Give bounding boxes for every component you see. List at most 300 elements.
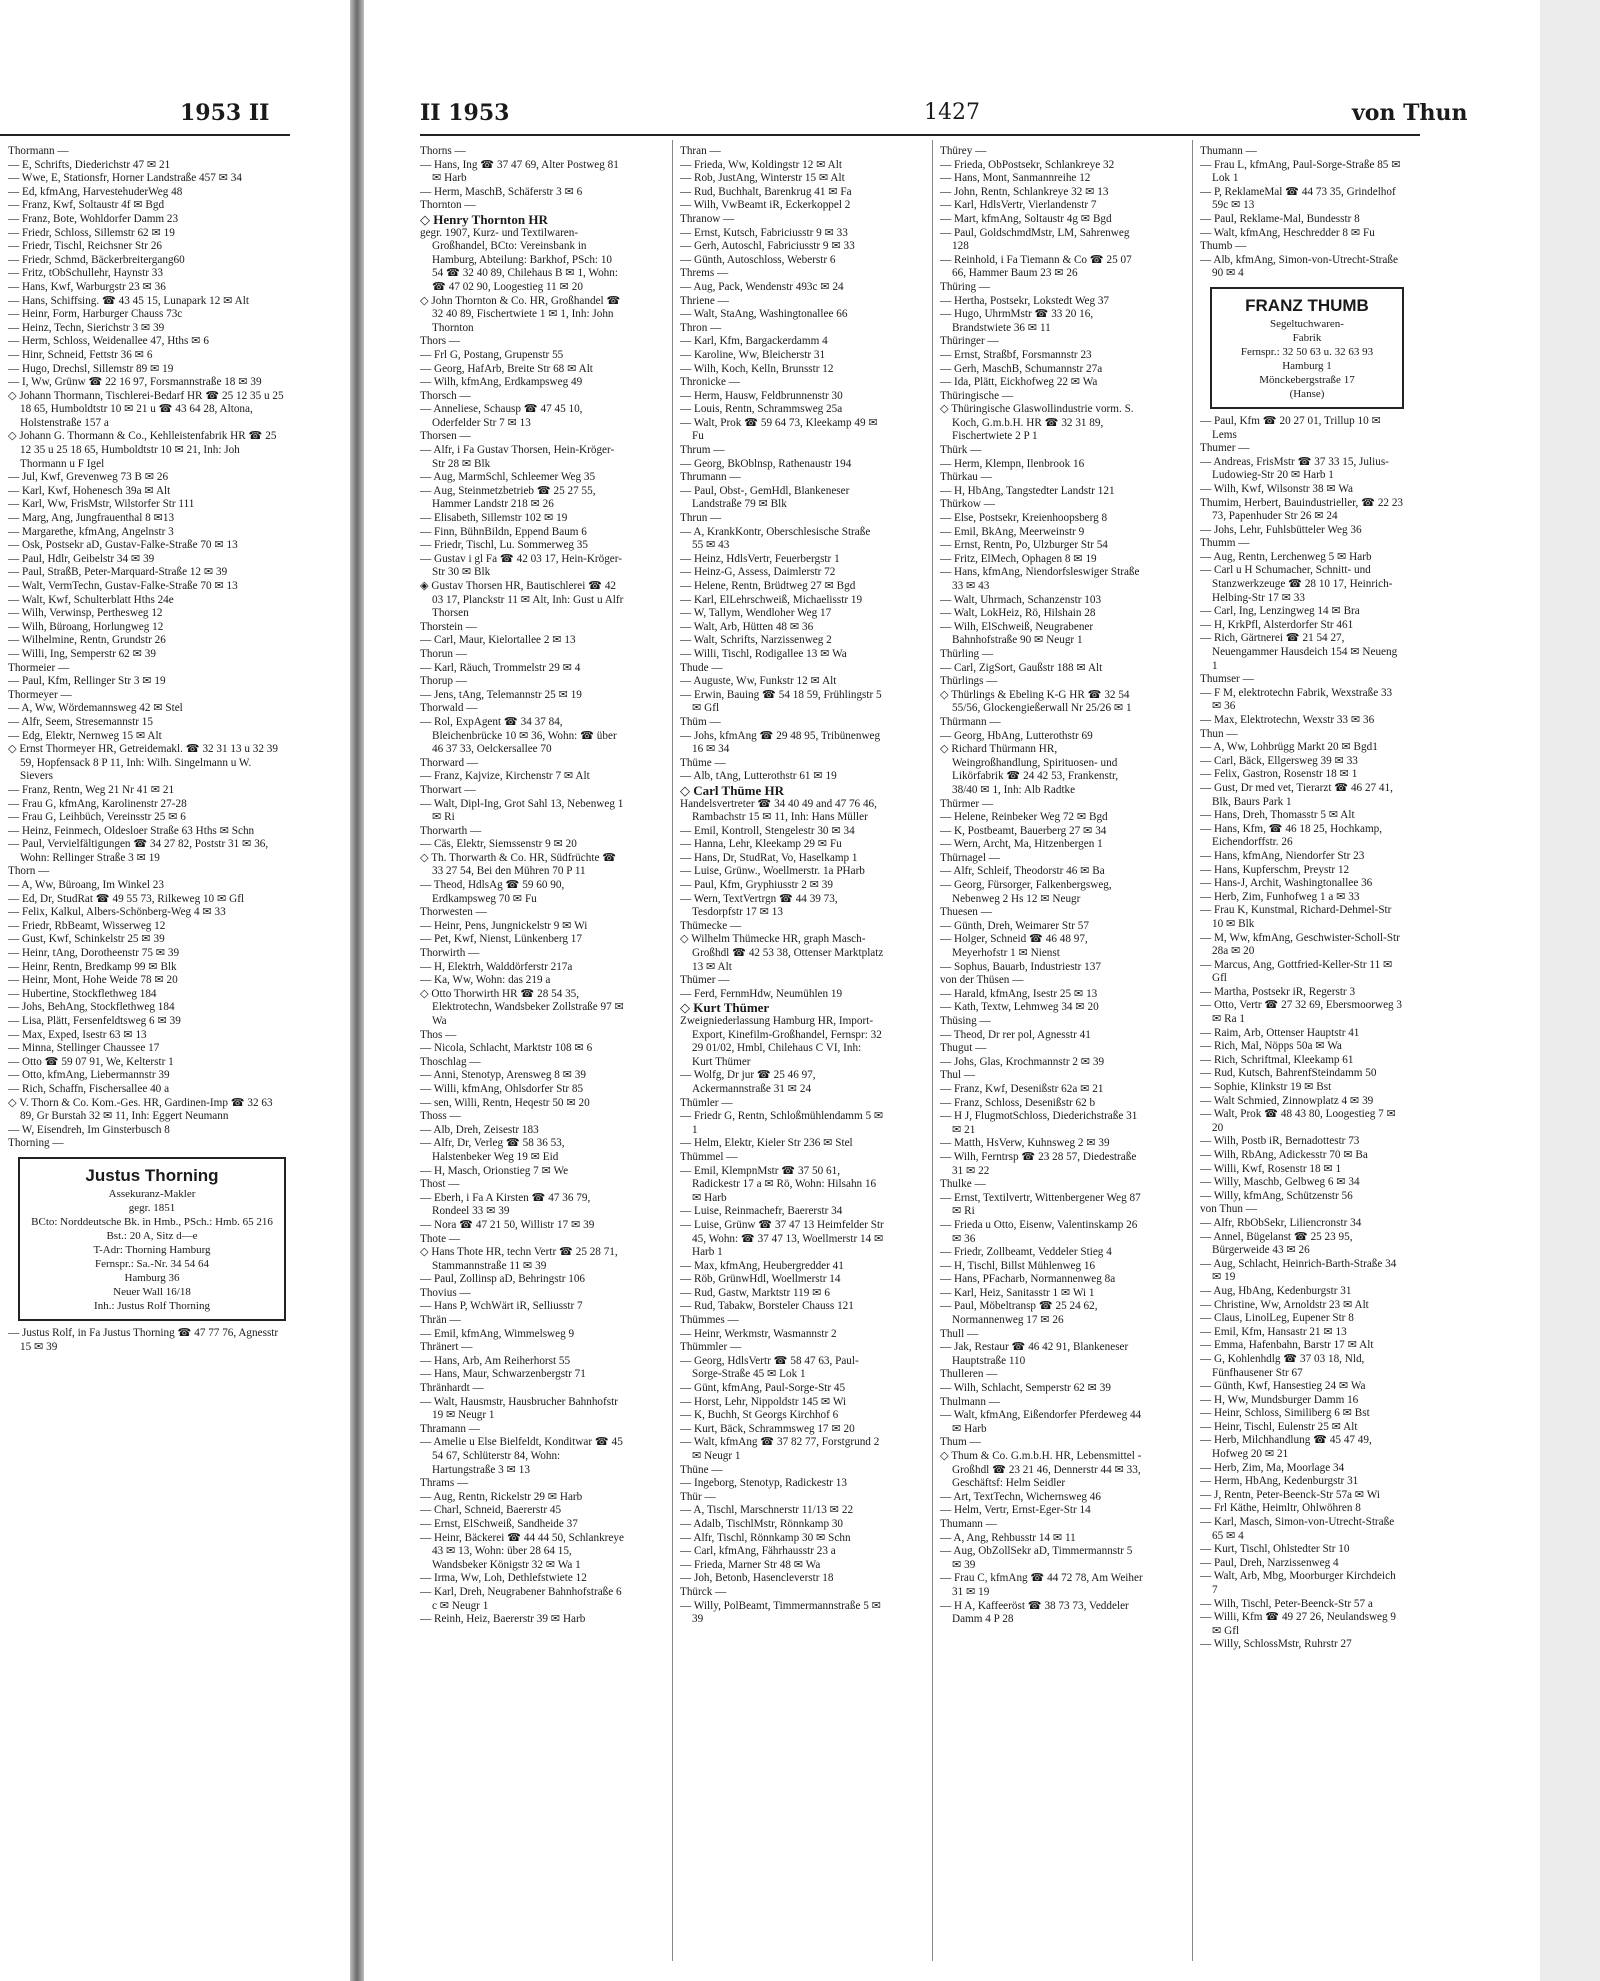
- directory-entry: — Paul, Möbeltransp ☎ 25 24 62, Normannenweg 17 ✉ 26: [940, 1300, 1098, 1327]
- directory-entry: — Max, kfmAng, Heubergredder 41: [680, 1259, 844, 1272]
- directory-entry: — M, Ww, kfmAng, Geschwister-Scholl-Str 28a ✉ 20: [1200, 931, 1400, 958]
- directory-entry: — Franz, Kajvize, Kirchenstr 7 ✉ Alt: [420, 770, 590, 783]
- directory-entry: — Wwe, E, Stationsfr, Horner Landstraße 457 ✉ 34: [8, 172, 242, 185]
- directory-entry: — Georg, BkOblnsp, Rathenaustr 194: [680, 457, 852, 470]
- directory-entry: — Willi, Kwf, Rosenstr 18 ✉ 1: [1200, 1162, 1342, 1175]
- directory-entry: Thorn —: [8, 865, 50, 878]
- directory-entry: — Hans-J, Archit, Washingtonallee 36: [1200, 877, 1373, 890]
- column-divider-2: [932, 140, 933, 1961]
- directory-entry: — Max, Elektrotechn, Wexstr 33 ✉ 36: [1200, 714, 1375, 726]
- directory-entry: — Willi, Ing, Semperstr 62 ✉ 39: [8, 647, 156, 660]
- directory-entry: — Gust, Dr med vet, Tierarzt ☎ 46 27 41, Blk, Baurs Park 1: [1200, 781, 1393, 808]
- directory-entry: — Aug, Steinmetzbetrieb ☎ 25 27 55, Hammer Landstr 218 ✉ 26: [420, 484, 596, 511]
- directory-entry: — Herm, Klempn, Ilenbrook 16: [940, 457, 1085, 470]
- directory-entry: — Osk, Postsekr aD, Gustav-Falke-Straße 70 ✉ 13: [8, 539, 238, 552]
- directory-entry: — Andreas, FrisMstr ☎ 37 33 15, Julius-Ludowieg-Str 20 ✉ Harb 1: [1200, 455, 1389, 482]
- directory-entry: — Harald, kfmAng, Isestr 25 ✉ 13: [940, 987, 1098, 1000]
- directory-entry: — Wilh, Ferntrsp ☎ 23 28 57, Diedestraße 31 ✉ 22: [940, 1150, 1137, 1177]
- directory-entry: — Joh, Betonb, Hasencleverstr 18: [680, 1572, 834, 1585]
- directory-entry: Thost —: [420, 1178, 460, 1191]
- directory-entry: — Jak, Restaur ☎ 46 42 91, Blankeneser Hauptstraße 110: [940, 1341, 1129, 1367]
- directory-entry: — Paul, Kfm ☎ 20 27 01, Trillup 10 ✉ Lems: [1200, 414, 1381, 441]
- column-1: [420, 145, 624, 1627]
- directory-entry: — Reinhold, i Fa Tiemann & Co ☎ 25 07 66, Hammer Baum 23 ✉ 26: [940, 253, 1132, 280]
- directory-entry: ◇ Carl Thüme HR: [680, 782, 785, 798]
- directory-entry: Thorwesten —: [420, 906, 487, 919]
- directory-entry: — Wilh, Verwinsp, Perthesweg 12: [8, 607, 163, 620]
- directory-entry: — Alfr, Tischl, Rönnkamp 30 ✉ Schn: [680, 1531, 851, 1544]
- directory-entry: — Rich, Mal, Nöpps 50a ✉ Wa: [1200, 1040, 1342, 1053]
- directory-entry: — Hanna, Lehr, Kleekamp 29 ✉ Fu: [680, 838, 842, 851]
- directory-entry: — Louis, Rentn, Schrammsweg 25a: [680, 403, 843, 416]
- directory-entry: — Heinr, Pens, Jungnickelstr 9 ✉ Wi: [420, 919, 588, 932]
- directory-entry: Thormann —: [8, 145, 69, 157]
- directory-entry: — Paul, Zollinsp aD, Behringstr 106: [420, 1273, 586, 1286]
- directory-entry: — Anni, Stenotyp, Arensweg 8 ✉ 39: [420, 1069, 586, 1082]
- directory-entry: Thüringer —: [940, 335, 999, 348]
- directory-entry: — Günth, Dreh, Weimarer Str 57: [940, 919, 1089, 932]
- directory-entry: — Walt, StaAng, Washingtonallee 66: [680, 308, 848, 321]
- directory-entry: Thürey —: [940, 145, 987, 157]
- directory-entry: — Herb, Zim, Ma, Moorlage 34: [1200, 1461, 1345, 1474]
- ad-line: T-Adr: Thorning Hamburg: [93, 1243, 211, 1256]
- directory-entry: — Walt, Prok ☎ 59 64 73, Kleekamp 49 ✉ Fu: [680, 416, 878, 443]
- directory-entry: — Art, TextTechn, Wichernsweg 46: [940, 1490, 1101, 1503]
- directory-entry: — Paul, Hdlr, Geibelstr 34 ✉ 39: [8, 552, 155, 565]
- directory-entry: — A, KrankKontr, Oberschlesische Straße 55 ✉ 43: [680, 525, 871, 552]
- directory-entry: — Irma, Ww, Loh, Dethlefstwiete 12: [420, 1572, 587, 1585]
- directory-entry: — Max, Exped, Isestr 63 ✉ 13: [8, 1028, 147, 1041]
- directory-entry: — Friedr G, Rentn, Schloßmühlendamm 5 ✉ 1: [680, 1110, 884, 1136]
- directory-entry: ◇ Wilhelm Thümecke HR, graph Masch-Großhdl ☎ 42 53 38, Ottenser Marktplatz 13 ✉ Alt: [680, 933, 884, 973]
- ad-line: (Hanse): [1289, 387, 1325, 400]
- directory-entry: Thranow —: [680, 212, 735, 225]
- directory-entry: — Luise, Grünw., Woellmerstr. 1a PHarb: [680, 865, 865, 878]
- directory-entry: Thüme —: [680, 756, 726, 769]
- directory-entry: Thrum —: [680, 444, 725, 457]
- directory-entry: — Hans, Kupferschm, Preystr 12: [1200, 863, 1350, 876]
- directory-entry: Thulleren —: [940, 1368, 998, 1381]
- directory-entry: — Heinr, Rentn, Bredkamp 99 ✉ Blk: [8, 960, 177, 973]
- directory-entry: — Franz, Schloss, Desenißstr 62 b: [940, 1096, 1096, 1109]
- directory-entry: — Frau G, kfmAng, Karolinenstr 27-28: [8, 797, 187, 810]
- directory-entry: — Frau K, Kunstmal, Richard-Dehmel-Str 10 ✉ Blk: [1200, 904, 1392, 930]
- ad-line: Hamburg 1: [1282, 359, 1332, 372]
- directory-entry: Thulke —: [940, 1178, 986, 1191]
- directory-entry: ◈ Gustav Thorsen HR, Bautischlerei ☎ 42 03 17, Planckstr 11 ✉ Alt, Inh: Gust u Alfr Thorsen: [420, 580, 624, 620]
- directory-entry: ◇ Henry Thornton HR: [420, 211, 548, 227]
- directory-entry: — Aug, MarmSchl, Schleemer Weg 35: [420, 471, 596, 484]
- directory-entry: — Wilh, Koch, Kelln, Brunsstr 12: [680, 362, 834, 375]
- directory-entry: — Hans, Kfm, ☎ 46 18 25, Hochkamp, Eichendorffstr. 26: [1200, 822, 1383, 849]
- directory-entry: — Emma, Hafenbahn, Barstr 17 ✉ Alt: [1200, 1339, 1374, 1352]
- directory-entry: — H J, FlugmotSchloss, Diederichstraße 31 ✉ 21: [940, 1110, 1138, 1136]
- directory-entry: — Paul, Vervielfältigungen ☎ 34 27 82, Poststr 31 ✉ 36, Wohn: Rellinger Straße 3 ✉ 19: [8, 838, 269, 864]
- directory-entry: — Carl, kfmAng, Fährhausstr 23 a: [680, 1545, 836, 1558]
- directory-entry: Thürk —: [940, 444, 982, 457]
- directory-entry: Thümmes —: [680, 1314, 739, 1327]
- directory-entry: — H, Elektrh, Walddörferstr 217a: [420, 960, 573, 973]
- directory-entry: — Willy, SchlossMstr, Ruhrstr 27: [1200, 1638, 1352, 1651]
- directory-entry: — Wilh, ElSchweiß, Neugrabener Bahnhofstraße 90 ✉ Neugr 1: [940, 620, 1094, 647]
- directory-entry: — Heinr, Form, Harburger Chauss 73c: [8, 308, 183, 321]
- ad-line: gegr. 1851: [128, 1201, 176, 1214]
- directory-entry: ◇ Kurt Thümer: [680, 1000, 770, 1016]
- directory-entry: ◇ Richard Thürmann HR, Weingroßhandlung, Spirituosen- und Likörfabrik ☎ 24 42 53, Frankenstr, 38/40 ✉ 1, Inh: Alb Radtke: [940, 743, 1119, 796]
- directory-entry: Thumim, Herbert, Bauindustrieller, ☎ 22 23 73, Papenhuder Str 26 ✉ 24: [1200, 496, 1404, 523]
- directory-entry: — I, Ww, Grünw ☎ 22 16 97, Forsmannstraße 18 ✉ 39: [8, 376, 262, 389]
- directory-entry: — Hans, Arb, Am Reiherhorst 55: [420, 1354, 571, 1367]
- advertisement-box: [18, 1157, 286, 1321]
- directory-entry: Thüring —: [940, 280, 991, 293]
- directory-entry: — Amelie u Else Bielfeldt, Konditwar ☎ 45 54 67, Schlüterstr 84, Wohn: Hartungstraße 3 ✉ 13: [420, 1436, 623, 1476]
- directory-entry: — Paul, Dreh, Narzissenweg 4: [1200, 1556, 1339, 1569]
- directory-entry: — Hans, Dreh, Thomasstr 5 ✉ Alt: [1200, 809, 1355, 822]
- directory-entry: — Johs, kfmAng ☎ 29 48 95, Tribünenweg 16 ✉ 34: [680, 729, 881, 756]
- directory-entry: — Karl, Kwf, Hohenesch 39a ✉ Alt: [8, 484, 171, 497]
- directory-entry: — Helm, Vertr, Ernst-Eger-Str 14: [940, 1504, 1091, 1517]
- directory-entry: — Ed, kfmAng, HarvestehuderWeg 48: [8, 185, 183, 198]
- page-edge: [1540, 0, 1600, 1981]
- ad-line: Segeltuchwaren-: [1270, 317, 1344, 330]
- directory-entry: — Wilh, RbAng, Adickesstr 70 ✉ Ba: [1200, 1149, 1368, 1161]
- directory-entry: Thorward —: [420, 756, 479, 769]
- directory-entry: Thron —: [680, 321, 722, 334]
- directory-entry: Thränhardt —: [420, 1382, 484, 1395]
- directory-entry: Thümmel —: [680, 1150, 738, 1163]
- directory-entry: Thrän —: [420, 1314, 461, 1327]
- directory-entry: — Herm, Schloss, Weidenallee 47, Hths ✉ 6: [8, 335, 209, 348]
- directory-entry: — Alfr, Dr, Verleg ☎ 58 36 53, Halstenbeker Weg 19 ✉ Eid: [420, 1137, 565, 1163]
- directory-entry: — Hans, Maur, Schwarzenbergstr 71: [420, 1368, 586, 1381]
- directory-entry: — Heinr, tAng, Dorotheenstr 75 ✉ 39: [8, 947, 180, 960]
- directory-entry: Thormeyer —: [8, 688, 72, 701]
- directory-entry: — Hubertine, Stockflethweg 184: [8, 987, 157, 1000]
- directory-entry: — E, Schrifts, Diederichstr 47 ✉ 21: [8, 158, 171, 171]
- ad-title: FRANZ THUMB: [1245, 295, 1369, 315]
- directory-entry: — Wilh, Kwf, Wilsonstr 38 ✉ Wa: [1200, 482, 1354, 495]
- ad-title: Justus Thorning: [85, 1165, 219, 1185]
- ad-line: Inh.: Justus Rolf Thorning: [94, 1299, 210, 1312]
- directory-entry: Thorns —: [420, 145, 466, 157]
- directory-entry: — H, Tischl, Billst Mühlenweg 16: [940, 1259, 1096, 1272]
- directory-entry: ◇ Thürlings & Ebeling K-G HR ☎ 32 54 55/56, Glockengießerwall Nr 25/26 ✉ 1: [940, 688, 1132, 715]
- directory-entry: Thote —: [420, 1232, 461, 1245]
- directory-entry: — Friedr, Tischl, Lu. Sommerweg 35: [420, 539, 588, 552]
- ad-line: Bst.: 20 A, Sitz d—e: [106, 1229, 198, 1242]
- directory-entry: — Heinr, Schloss, Similiberg 6 ✉ Bst: [1200, 1407, 1370, 1420]
- directory-entry: Thorwart —: [420, 783, 476, 796]
- directory-entry: — Herm, HbAng, Kedenburgstr 31: [1200, 1475, 1359, 1488]
- directory-entry: — Kurt, Bäck, Schrammsweg 17 ✉ 20: [680, 1422, 855, 1435]
- directory-entry: — Willy, Maschb, Gelbweg 6 ✉ 34: [1200, 1176, 1360, 1189]
- directory-entry: — Ka, Ww, Wohn: das 219 a: [420, 974, 551, 987]
- directory-entry: — Wilh, kfmAng, Erdkampsweg 49: [420, 376, 583, 389]
- directory-entry: — Alb, kfmAng, Simon-von-Utrecht-Straße 90 ✉ 4: [1200, 253, 1398, 280]
- directory-entry: Thumer —: [1200, 442, 1250, 455]
- directory-entry: — J, Rentn, Peter-Beenck-Str 57a ✉ Wi: [1200, 1488, 1380, 1501]
- directory-entry: — Kurt, Tischl, Ohlstedter Str 10: [1200, 1543, 1350, 1556]
- directory-entry: Thum —: [940, 1436, 981, 1449]
- directory-entry: Thürck —: [680, 1585, 727, 1598]
- directory-entry: Thümecke —: [680, 919, 742, 932]
- ad-line: Fernspr.: Sa.-Nr. 34 54 64: [95, 1257, 209, 1270]
- directory-entry: — Heinz, HdlsVertr, Feuerbergstr 1: [680, 552, 840, 565]
- directory-entry: — Ernst, Textilvertr, Wittenbergener Weg 87 ✉ Ri: [940, 1191, 1141, 1218]
- directory-entry: — Alb, tAng, Lutterothstr 61 ✉ 19: [680, 770, 837, 783]
- directory-entry: ◇ John Thornton & Co. HR, Großhandel ☎ 32 40 89, Fischertwiete 1 ✉ 1, Inh: John Thornton: [420, 294, 621, 334]
- directory-entry: ◇ Hans Thote HR, techn Vertr ☎ 25 28 71, Stammannstraße 11 ✉ 39: [420, 1246, 618, 1272]
- directory-entry: — W, Tallym, Wendloher Weg 17: [680, 607, 832, 620]
- directory-entry: — Auguste, Ww, Funkstr 12 ✉ Alt: [680, 675, 837, 688]
- directory-entry: — Karl, HdlsVertr, Vierlandenstr 7: [940, 199, 1097, 212]
- directory-entry: — Günth, Kwf, Hansestieg 24 ✉ Wa: [1200, 1380, 1366, 1393]
- directory-entry: — Friedr, Zollbeamt, Veddeler Stieg 4: [940, 1246, 1112, 1259]
- directory-entry: — Wilh, Postb iR, Bernadottestr 73: [1200, 1135, 1360, 1148]
- directory-entry: — Georg, Fürsorger, Falkenbergsweg, Nebenweg 2 Hs 12 ✉ Neugr: [940, 879, 1112, 905]
- directory-entry: — G, Kohlenhdlg ☎ 37 03 18, Nld, Fünfhausener Str 67: [1200, 1352, 1365, 1379]
- directory-entry: — Frieda, Marner Str 48 ✉ Wa: [680, 1558, 821, 1571]
- directory-entry: — Karl, Dreh, Neugrabener Bahnhofstraße 6 c ✉ Neugr 1: [420, 1585, 622, 1612]
- ad-line: Mönckebergstraße 17: [1259, 373, 1355, 386]
- directory-entry: — A, Ang, Rehbusstr 14 ✉ 11: [940, 1531, 1076, 1544]
- directory-entry: — Charl, Schneid, Baererstr 45: [420, 1504, 562, 1517]
- directory-entry: — Hans, kfmAng, Niendorfer Str 23: [1200, 849, 1365, 862]
- directory-entry: Thorsch —: [420, 389, 471, 402]
- directory-entry: Thrams —: [420, 1477, 469, 1490]
- directory-entry: — Ernst, Kutsch, Fabriciusstr 9 ✉ 33: [680, 226, 848, 239]
- ad-line: Fabrik: [1292, 331, 1322, 344]
- column-divider-3: [1192, 140, 1193, 1961]
- directory-entry: — K, Postbeamt, Bauerberg 27 ✉ 34: [940, 824, 1107, 837]
- directory-entry: — Frieda, Ww, Koldingstr 12 ✉ Alt: [680, 158, 842, 171]
- directory-entry: — Edg, Elektr, Nernweg 15 ✉ Alt: [8, 729, 162, 742]
- directory-entry: von Thun —: [1200, 1203, 1257, 1216]
- directory-entry: — Karoline, Ww, Bleicherstr 31: [680, 348, 826, 361]
- directory-entry: — Marcus, Ang, Gottfried-Keller-Str 11 ✉ Gfl: [1200, 958, 1393, 985]
- directory-entry: — Minna, Stellinger Chaussee 17: [8, 1042, 160, 1055]
- directory-entry: — Rud, Gastw, Marktstr 119 ✉ 6: [680, 1286, 830, 1299]
- directory-entry: — Frieda u Otto, Eisenw, Valentinskamp 26 ✉ 36: [940, 1218, 1138, 1245]
- directory-entry: — Herm, Hausw, Feldbrunnenstr 30: [680, 389, 843, 402]
- directory-entry: — Aug, Schlacht, Heinrich-Barth-Straße 34 ✉ 19: [1200, 1257, 1397, 1284]
- directory-entry: — Heinz-G, Assess, Daimlerstr 72: [680, 566, 836, 579]
- directory-entry: ◇ Thüringische Glaswollindustrie vorm. S. Koch, G.m.b.H. HR ☎ 32 31 89, Fischertwiete 2 P 1: [940, 403, 1134, 443]
- directory-entry: — Walt, kfmAng, Eißendorfer Pferdeweg 44 ✉ Harb: [940, 1409, 1142, 1435]
- directory-entry: — Georg, HafArb, Breite Str 68 ✉ Alt: [420, 362, 593, 375]
- directory-entry: — Heinr, Werkmstr, Wasmannstr 2: [680, 1327, 837, 1340]
- directory-entry: — Ed, Dr, StudRat ☎ 49 55 73, Rilkeweg 10 ✉ Gfl: [8, 892, 245, 905]
- directory-entry: — Willi, Tischl, Rodigallee 13 ✉ Wa: [680, 647, 847, 660]
- directory-entry: — Frl G, Postang, Grupenstr 55: [420, 348, 564, 361]
- directory-entry: — Rol, ExpAgent ☎ 34 37 84, Bleichenbrücke 10 ✉ 36, Wohn: ☎ über 46 37 33, Oelckersallee 70: [420, 715, 617, 756]
- directory-entry: — Herb, Milchhandlung ☎ 45 47 49, Hofweg 20 ✉ 21: [1200, 1434, 1372, 1461]
- directory-entry: — Gustav i gl Fa ☎ 42 03 17, Hein-Kröger-Str 30 ✉ Blk: [420, 552, 623, 579]
- directory-entry: Thors —: [420, 335, 461, 348]
- directory-entry: — Emil, kfmAng, Wimmelsweg 9: [420, 1327, 575, 1340]
- directory-entry: Thürling —: [940, 647, 994, 660]
- directory-entry: Thränert —: [420, 1341, 473, 1354]
- directory-entry: — Aug, HbAng, Kedenburgstr 31: [1200, 1284, 1352, 1297]
- main-page: [364, 0, 1540, 1981]
- directory-entry: Thürlings —: [940, 675, 998, 688]
- ad-line: Hamburg 36: [124, 1271, 180, 1284]
- column-3: [940, 145, 1144, 1627]
- directory-entry: — Martha, Postsekr iR, Regerstr 3: [1200, 985, 1356, 998]
- directory-entry: Zweigniederlassung Hamburg HR, Import-Export, Kinefilm-Großhandel, Fernspr: 32 29 01/02, Hmbl, Chilehaus C VI, Inh: Kurt Thümer: [680, 1015, 882, 1068]
- directory-entry: — W, Eisendreh, Im Ginsterbusch 8: [8, 1123, 170, 1136]
- directory-entry: — Horst, Lehr, Nippoldstr 145 ✉ Wi: [680, 1395, 847, 1408]
- directory-entry: — Aug, Rentn, Rickelstr 29 ✉ Harb: [420, 1490, 583, 1503]
- directory-entry: ◇ Otto Thorwirth HR ☎ 28 54 35, Elektrotechn, Wandsbeker Zollstraße 97 ✉ Wa: [420, 987, 624, 1027]
- directory-entry: — Otto, kfmAng, Liebermannstr 39: [8, 1069, 170, 1082]
- directory-entry: — Wilh, Schlacht, Semperstr 62 ✉ 39: [940, 1382, 1111, 1395]
- directory-entry: — Luise, Grünw ☎ 37 47 13 Heimfelder Str 45, Wohn: ☎ 37 47 13, Woellmerstr 14 ✉ Harb 1: [680, 1218, 884, 1259]
- directory-entry: — Franz, Kwf, Soltaustr 4f ✉ Bgd: [8, 199, 165, 212]
- directory-entry: — Ernst, Rentn, Po, Ulzburger Str 54: [940, 539, 1108, 552]
- directory-entry: — H, KrkPfl, Alsterdorfer Str 461: [1200, 618, 1354, 631]
- directory-entry: — Luise, Reinmachefr, Baererstr 34: [680, 1205, 843, 1218]
- directory-entry: — Nora ☎ 47 21 50, Willistr 17 ✉ 39: [420, 1218, 595, 1231]
- directory-entry: — Fritz, ElMech, Ophagen 8 ✉ 19: [940, 552, 1097, 565]
- directory-entry: — Nicola, Schlacht, Marktstr 108 ✉ 6: [420, 1042, 593, 1055]
- directory-entry: — Rud, Buchhalt, Barenkrug 41 ✉ Fa: [680, 185, 852, 198]
- directory-entry: — Heinr, Tischl, Eulenstr 25 ✉ Alt: [1200, 1420, 1358, 1433]
- directory-entry: Thran —: [680, 145, 721, 157]
- directory-entry: — K, Buchh, St Georgs Kirchhof 6: [680, 1409, 839, 1422]
- directory-entry: — Annel, Bügelanst ☎ 25 23 95, Bürgerweide 43 ✉ 26: [1200, 1230, 1353, 1257]
- main-header-rule: [420, 134, 1420, 136]
- directory-entry: — Georg, HdlsVertr ☎ 58 47 63, Paul-Sorge-Straße 45 ✉ Lok 1: [680, 1354, 859, 1381]
- directory-entry: — Rud, Kutsch, BahrenfSteindamm 50: [1200, 1067, 1377, 1080]
- directory-entry: Thumm —: [1200, 537, 1250, 550]
- directory-entry: — Wilhelmine, Rentn, Grundstr 26: [8, 634, 166, 647]
- directory-entry: — Georg, HbAng, Lutterothstr 69: [940, 729, 1093, 742]
- directory-entry: — Hugo, UhrmMstr ☎ 33 20 16, Brandstwiete 36 ✉ 11: [940, 308, 1094, 334]
- ad-line: Fernspr.: 32 50 63 u. 32 63 93: [1240, 345, 1374, 358]
- directory-entry: Thürmann —: [940, 715, 1001, 728]
- directory-entry: — Helm, Elektr, Kieler Str 236 ✉ Stel: [680, 1137, 853, 1150]
- directory-entry: — Emil, Kontroll, Stengelestr 30 ✉ 34: [680, 824, 855, 837]
- directory-entry: — A, Ww, Büroang, Im Winkel 23: [8, 879, 164, 892]
- directory-entry: ◇ Johann Thormann, Tischlerei-Bedarf HR ☎ 25 12 35 u 25 18 65, Humboldtstr 10 ✉ 21 u ☎ 43 64 28, Altona, Holstenstraße 157 a: [8, 389, 284, 429]
- directory-entry: — Christine, Ww, Arnoldstr 23 ✉ Alt: [1200, 1298, 1369, 1311]
- directory-entry: Thormeier —: [8, 661, 70, 674]
- directory-entry: — Frau G, Leihbüch, Vereinsstr 25 ✉ 6: [8, 811, 186, 824]
- directory-entry: — Hans, Schiffsing. ☎ 43 45 15, Lunapark 12 ✉ Alt: [8, 294, 249, 307]
- directory-entry: Thorwarth —: [420, 824, 482, 837]
- directory-entry: Thürmer —: [940, 797, 994, 810]
- directory-entry: — Günt, kfmAng, Paul-Sorge-Str 45: [680, 1382, 846, 1395]
- directory-entry: — Frau L, kfmAng, Paul-Sorge-Straße 85 ✉ Lok 1: [1200, 158, 1401, 185]
- directory-entry: — Alfr, i Fa Gustav Thorsen, Hein-Kröger-Str 28 ✉ Blk: [420, 444, 615, 470]
- directory-entry: — Helene, Rentn, Brüdtweg 27 ✉ Bgd: [680, 580, 856, 592]
- directory-entry: — Walt, Hausmstr, Hausbrucher Bahnhofstr 19 ✉ Neugr 1: [420, 1395, 618, 1422]
- directory-entry: Thornton —: [420, 199, 476, 212]
- directory-entry: Thumann —: [940, 1517, 997, 1530]
- directory-entry: — H, Masch, Orionstieg 7 ✉ We: [420, 1164, 569, 1177]
- directory-entry: — Jul, Kwf, Grevenweg 73 B ✉ 26: [8, 471, 169, 484]
- directory-entry: Thorup —: [420, 675, 467, 688]
- directory-entry: — Hans, Mont, Sanmannreihe 12: [940, 172, 1091, 185]
- directory-entry: Thugut —: [940, 1042, 987, 1055]
- directory-entry: — Pet, Kwf, Nienst, Lünkenberg 17: [420, 933, 582, 946]
- directory-entry: — Paul, Kfm, Rellinger Str 3 ✉ 19: [8, 675, 166, 688]
- directory-entry: — Theod, Dr rer pol, Agnesstr 41: [940, 1028, 1091, 1041]
- directory-entry: — Friedr, Schmd, Bäckerbreitergang60: [8, 253, 185, 266]
- directory-entry: — Ingeborg, Stenotyp, Radickestr 13: [680, 1477, 847, 1490]
- left-page: [0, 0, 350, 1981]
- directory-entry: — Alfr, Schleif, Theodorstr 46 ✉ Ba: [940, 865, 1105, 878]
- directory-entry: — Elisabeth, Sillemstr 102 ✉ 19: [420, 512, 568, 525]
- directory-entry: — Walt, Uhrmach, Schanzenstr 103: [940, 593, 1102, 606]
- directory-entry: — Walt, kfmAng ☎ 37 82 77, Forstgrund 2 ✉ Neugr 1: [680, 1436, 880, 1462]
- directory-entry: — Walt, Schrifts, Narzissenweg 2: [680, 634, 832, 647]
- directory-entry: — Mart, kfmAng, Soltaustr 4g ✉ Bgd: [940, 212, 1112, 225]
- directory-entry: Thorstein —: [420, 620, 477, 633]
- directory-entry: — Aug, Rentn, Lerchenweg 5 ✉ Harb: [1200, 550, 1372, 563]
- directory-entry: — Carl u H Schumacher, Schnitt- und Stanzwerkzeuge ☎ 28 10 17, Heinrich-Helbing-Str 17 ✉ 33: [1200, 564, 1393, 604]
- directory-entry: Threms —: [680, 267, 729, 280]
- directory-entry: Thrumann —: [680, 471, 741, 484]
- directory-entry: Thüsing —: [940, 1015, 991, 1027]
- directory-entry: — Willy, PolBeamt, Timmermannstraße 5 ✉ 39: [680, 1599, 881, 1626]
- directory-entry: — Wolfg, Dr jur ☎ 25 46 97, Ackermannstraße 31 ✉ 24: [680, 1069, 816, 1095]
- directory-entry: ◇ Ernst Thormeyer HR, Getreidemakl. ☎ 32 31 13 u 32 39 59, Hopfensack 8 P 11, Inh: Wilh. Singelmann u W. Sievers: [8, 743, 278, 783]
- directory-entry: — Paul, Reklame-Mal, Bundesstr 8: [1200, 212, 1360, 225]
- directory-entry: ◇ V. Thorn & Co. Kom.-Ges. HR, Gardinen-Imp ☎ 32 63 89, Gr Burstah 32 ✉ 11, Inh: Eggert Neumann: [8, 1096, 273, 1123]
- directory-entry: Thul —: [940, 1069, 976, 1082]
- directory-entry: — Rud, Tabakw, Borsteler Chauss 121: [680, 1300, 854, 1313]
- directory-entry: — Rich, Gärtnerei ☎ 21 54 27, Neuengammer Hausdeich 154 ✉ Neueng 1: [1200, 632, 1398, 672]
- directory-entry: — Cäs, Elektr, Siemssenstr 9 ✉ 20: [420, 838, 577, 851]
- directory-entry: — Gerh, Autoschl, Fabriciusstr 9 ✉ 33: [680, 240, 855, 253]
- directory-entry: — Heinr, Mont, Hohe Weide 78 ✉ 20: [8, 974, 178, 987]
- directory-entry: — Walt, LokHeiz, Rö, Hilshain 28: [940, 607, 1096, 620]
- directory-entry: — Willy, kfmAng, Schützenstr 56: [1200, 1189, 1353, 1202]
- directory-entry: — Jens, tAng, Telemannstr 25 ✉ 19: [420, 688, 582, 701]
- directory-entry: — Fritz, tObSchullehr, Haynstr 33: [8, 267, 163, 280]
- directory-entry: — Hugo, Drechsl, Sillemstr 89 ✉ 19: [8, 362, 174, 375]
- directory-entry: Thuesen —: [940, 906, 992, 919]
- directory-entry: — Wilh, Büroang, Horlungweg 12: [8, 620, 164, 633]
- directory-entry: — Raim, Arb, Ottenser Hauptstr 41: [1200, 1026, 1360, 1039]
- running-header: von Thun: [1352, 100, 1468, 126]
- directory-entry: Thorwald —: [420, 702, 478, 715]
- directory-entry: ◇ Th. Thorwarth & Co. HR, Südfrüchte ☎ 33 27 54, Bei den Mühren 70 P 11: [420, 851, 617, 878]
- directory-entry: — Frau C, kfmAng ☎ 44 72 78, Am Weiher 31 ✉ 19: [940, 1572, 1143, 1598]
- directory-entry: Thull —: [940, 1327, 979, 1340]
- directory-entry: — Friedr, Tischl, Reichsner Str 26: [8, 240, 163, 253]
- directory-entry: — Eberh, i Fa A Kirsten ☎ 47 36 79, Rondeel 33 ✉ 39: [420, 1191, 591, 1218]
- directory-entry: — Wern, Archt, Ma, Hitzenbergen 1: [940, 838, 1103, 851]
- directory-entry: — Marg, Ang, Jungfrauenthal 8 ✉13: [8, 512, 175, 525]
- directory-entry: von der Thüsen —: [940, 974, 1024, 987]
- directory-entry: Thronicke —: [680, 376, 740, 389]
- directory-entry: — H A, Kaffeeröst ☎ 38 73 73, Veddeler Damm 4 P 28: [940, 1599, 1129, 1626]
- directory-entry: — Willi, Kfm ☎ 49 27 26, Neulandsweg 9 ✉ Gfl: [1200, 1611, 1396, 1637]
- directory-entry: — Aug, ObZollSekr aD, Timmermannstr 5 ✉ 39: [940, 1545, 1133, 1571]
- directory-entry: Thorning —: [8, 1137, 64, 1150]
- directory-entry: — P, ReklameMal ☎ 44 73 35, Grindelhof 59c ✉ 13: [1200, 185, 1396, 212]
- directory-entry: — Hans, kfmAng, Niendorfsleswiger Straße 33 ✉ 43: [940, 566, 1140, 592]
- directory-entry: Thriene —: [680, 294, 729, 307]
- directory-entry: — Sophie, Klinkstr 19 ✉ Bst: [1200, 1081, 1332, 1094]
- directory-entry: Thun —: [1200, 727, 1238, 740]
- directory-entry: ◇ Johann G. Thormann & Co., Kehlleistenfabrik HR ☎ 25 12 35 u 25 18 65, Humboldtstr 10 ✉ 21, Inh: Joh Thormann u F Igel: [8, 430, 277, 470]
- directory-entry: — Hinr, Schneid, Fettstr 36 ✉ 6: [8, 348, 153, 361]
- directory-entry: — Kath, Textw, Lehmweg 34 ✉ 20: [940, 1001, 1099, 1014]
